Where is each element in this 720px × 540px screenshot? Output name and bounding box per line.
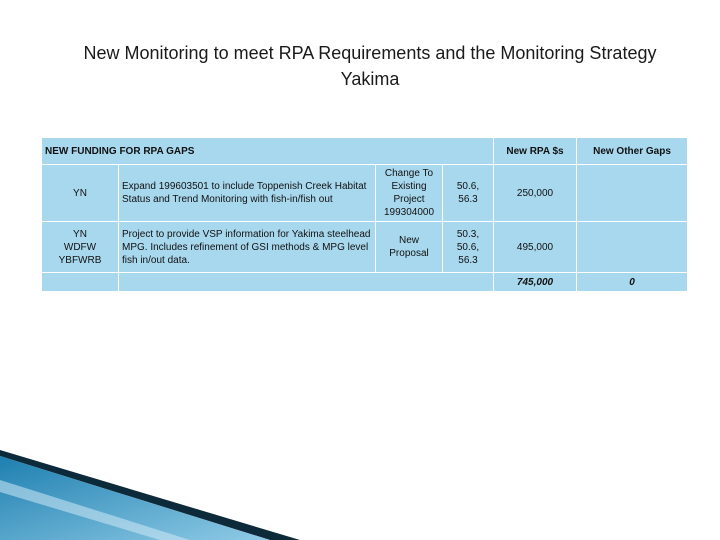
row-rpa-numbers: 50.3, 50.6, 56.3: [443, 222, 494, 273]
row-other-amount: [577, 222, 688, 273]
table-total-row: [42, 273, 688, 292]
slide-title-line-1: New Monitoring to meet RPA Requirements and the Monitoring Strategy: [83, 43, 657, 63]
header-new-rpa: New RPA $s: [494, 138, 577, 165]
header-new-other-gaps: New Other Gaps: [577, 138, 688, 165]
table-row: [42, 222, 688, 273]
table-header-row: [42, 138, 688, 165]
org-name: YN: [73, 228, 87, 240]
org-name: YBFWRB: [58, 254, 102, 266]
rpa-funding-table: [41, 137, 688, 292]
row-rpa-amount: 250,000: [494, 165, 577, 222]
org-name: WDFW: [63, 241, 97, 253]
row-type: New Proposal: [376, 222, 443, 273]
row-description: Expand 199603501 to include Toppenish Creek Habitat Status and Trend Monitoring with fish-in/fish out: [119, 165, 376, 222]
table-row: [42, 165, 688, 222]
row-other-amount: [577, 165, 688, 222]
row-rpa-amount: 495,000: [494, 222, 577, 273]
slide-title: [0, 40, 720, 92]
row-org-cell: [42, 222, 119, 273]
slide-corner-decoration: [0, 450, 720, 540]
total-rpa: 745,000: [494, 273, 577, 292]
org-name: YN: [73, 187, 87, 199]
total-empty-cell: [42, 273, 119, 292]
slide-title-line-2: Yakima: [340, 69, 400, 89]
row-type: Change To Existing Project 199304000: [376, 165, 443, 222]
row-rpa-numbers: 50.6, 56.3: [443, 165, 494, 222]
row-org-cell: [42, 165, 119, 222]
header-funding-label: NEW FUNDING FOR RPA GAPS: [42, 138, 494, 165]
row-description: Project to provide VSP information for Yakima steelhead MPG. Includes refinement of GSI methods & MPG level fish in/out data.: [119, 222, 376, 273]
total-empty-span: [119, 273, 494, 292]
total-other: 0: [577, 273, 688, 292]
